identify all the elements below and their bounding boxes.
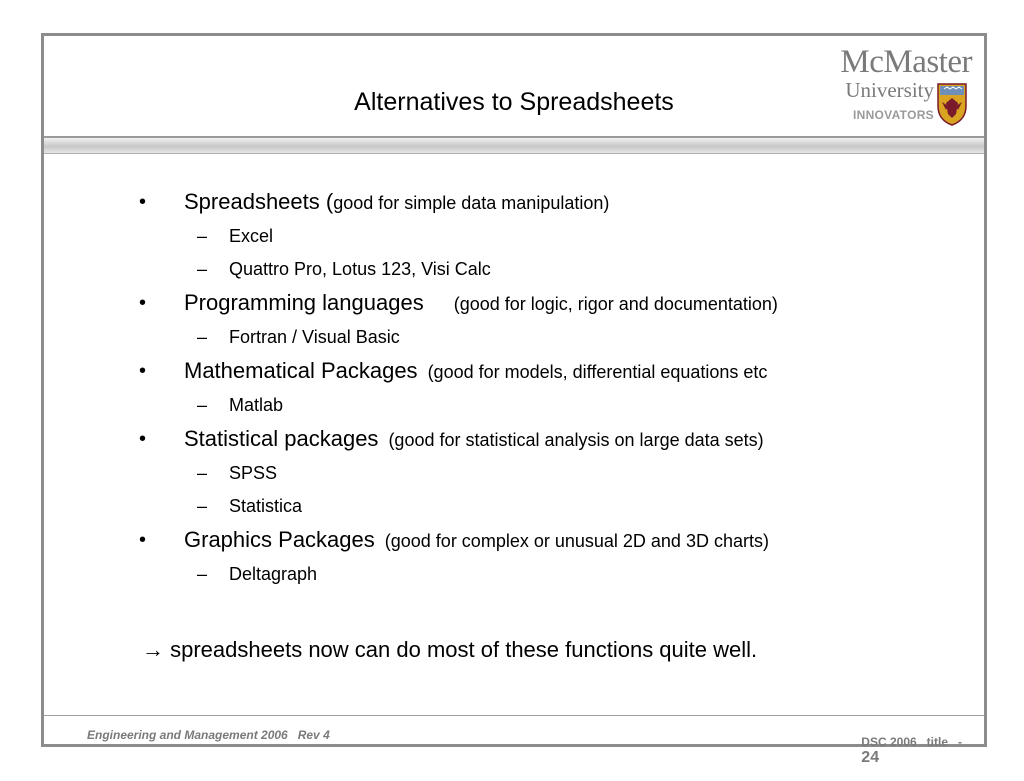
bullet-symbol: • xyxy=(139,292,147,314)
footer-label: DSC 2006 title - xyxy=(861,735,962,749)
mcmaster-logo xyxy=(832,44,972,132)
bullet-text: Spreadsheets ( xyxy=(184,189,334,214)
slide xyxy=(41,33,987,766)
bullet-item xyxy=(139,426,959,453)
bullet-text: Statistical packages xyxy=(184,426,379,451)
logo-name: McMaster xyxy=(840,44,972,80)
footer-divider xyxy=(44,715,984,716)
footer-left: Engineering and Management 2006 Rev 4 xyxy=(87,728,330,742)
bullet-list xyxy=(139,189,959,595)
sub-text: Excel xyxy=(229,226,274,246)
bullet-symbol: • xyxy=(139,360,147,382)
dash-symbol: – xyxy=(197,395,208,415)
dash-symbol: – xyxy=(197,463,208,483)
sub-item xyxy=(139,257,959,281)
sub-item xyxy=(139,494,959,518)
sub-text: Deltagraph xyxy=(229,564,318,584)
bullet-item xyxy=(139,527,959,554)
dash-symbol: – xyxy=(197,226,208,246)
sub-item xyxy=(139,562,959,586)
bullet-text: Graphics Packages xyxy=(184,527,375,552)
sub-item xyxy=(139,393,959,417)
sub-text: Fortran / Visual Basic xyxy=(229,327,400,347)
bullet-symbol: • xyxy=(139,191,147,213)
dash-symbol: – xyxy=(197,327,208,347)
dash-symbol: – xyxy=(197,564,208,584)
sub-text: Matlab xyxy=(229,395,284,415)
bullet-note: (good for logic, rigor and documentation) xyxy=(453,294,778,314)
bullet-note: (good for statistical analysis on large data sets) xyxy=(388,430,764,450)
sub-item xyxy=(139,461,959,485)
header-band xyxy=(44,136,984,154)
bullet-note: (good for complex or unusual 2D and 3D charts) xyxy=(384,531,769,551)
footer-right xyxy=(848,721,962,781)
bullet-item xyxy=(139,290,959,317)
sub-item xyxy=(139,224,959,248)
bullet-text: Mathematical Packages xyxy=(184,358,418,383)
sub-text: Statistica xyxy=(229,496,303,516)
crest-icon xyxy=(936,82,968,126)
logo-tagline: INNOVATORS xyxy=(852,108,934,122)
arrow-icon: → xyxy=(142,637,164,662)
bullet-symbol: • xyxy=(139,428,147,450)
dash-symbol: – xyxy=(197,259,208,279)
conclusion-text: spreadsheets now can do most of these functions quite well. xyxy=(170,637,758,662)
slide-title: Alternatives to Spreadsheets xyxy=(354,88,674,116)
bullet-text: Programming languages xyxy=(184,290,424,315)
sub-text: SPSS xyxy=(229,463,278,483)
sub-item xyxy=(139,325,959,349)
bullet-item xyxy=(139,358,959,385)
sub-text: Quattro Pro, Lotus 123, Visi Calc xyxy=(229,259,491,279)
dash-symbol: – xyxy=(197,496,208,516)
bullet-symbol: • xyxy=(139,529,147,551)
page-number: 24 xyxy=(861,749,880,766)
bullet-note: good for simple data manipulation) xyxy=(333,193,610,213)
logo-university: University xyxy=(845,78,934,102)
conclusion xyxy=(142,637,757,663)
bullet-note: (good for models, differential equations etc xyxy=(427,362,768,382)
bullet-item xyxy=(139,189,959,216)
slide-header xyxy=(44,36,984,136)
